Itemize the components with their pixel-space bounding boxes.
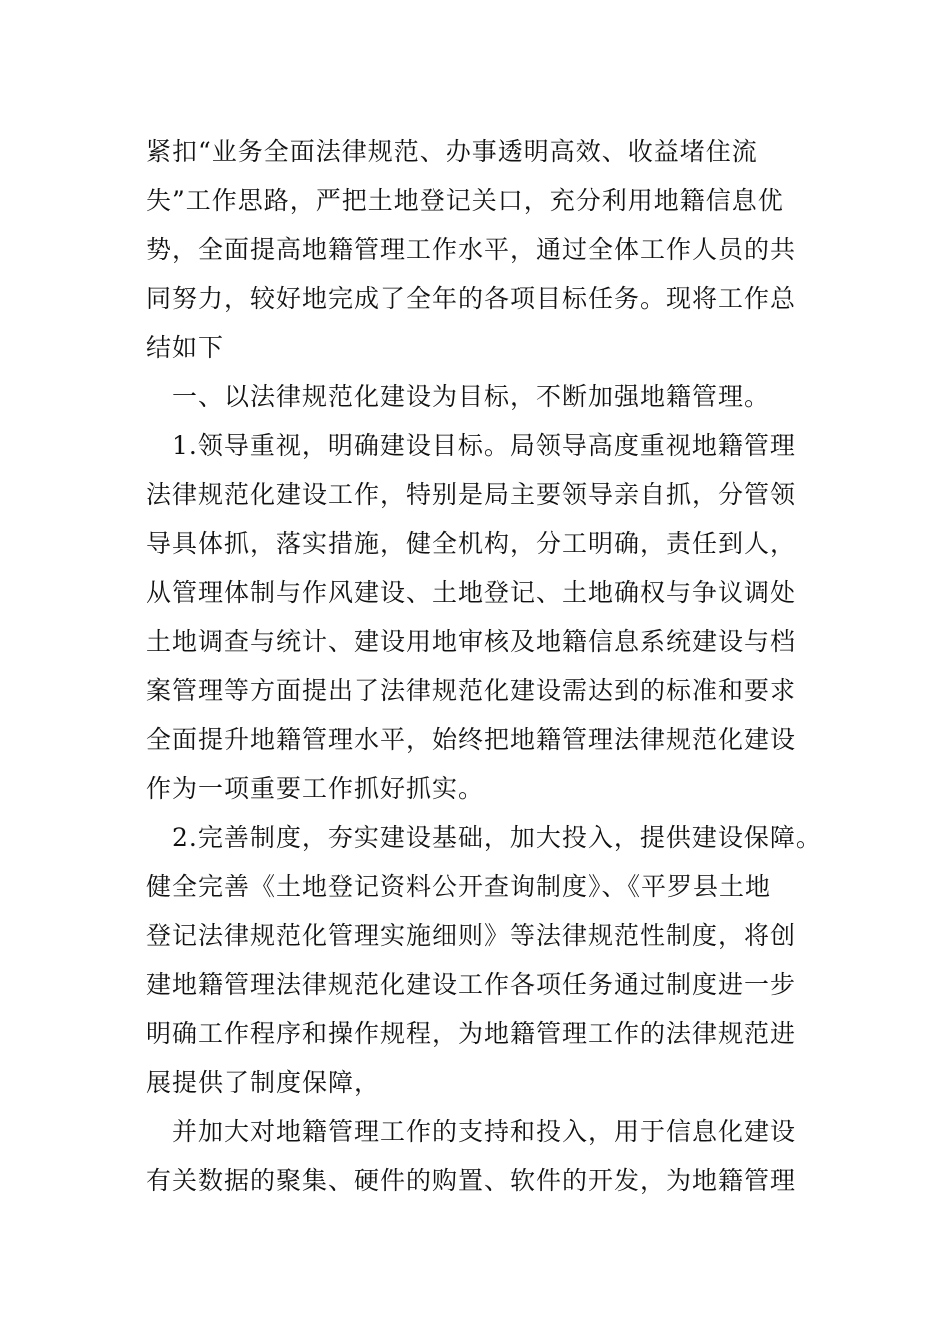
text-line: 2.完善制度，夯实建设基础，加大投入，提供建设保障。 [172, 823, 822, 852]
text-line: 势，全面提高地籍管理工作水平，通过全体工作人员的共 [146, 235, 797, 264]
text-line: 土地调查与统计、建设用地审核及地籍信息系统建设与档 [146, 627, 797, 656]
document-body [146, 127, 822, 1205]
text-line: 从管理体制与作风建设、土地登记、土地确权与争议调处 [146, 578, 797, 607]
text-line: 明确工作程序和操作规程，为地籍管理工作的法律规范进 [146, 1019, 797, 1048]
text-line: 同努力，较好地完成了全年的各项目标任务。现将工作总 [146, 284, 797, 313]
text-line: 结如下 [146, 333, 225, 362]
text-line: 紧扣“业务全面法律规范、办事透明高效、收益堵住流 [146, 137, 758, 166]
text-line: 导具体抓，落实措施，健全机构，分工明确，责任到人， [146, 529, 797, 558]
text-line: 健全完善《土地登记资料公开查询制度》、《平罗县土地 [146, 872, 772, 901]
text-line: 有关数据的聚集、硬件的购置、软件的开发，为地籍管理 [146, 1166, 797, 1195]
text-line: 展提供了制度保障， [146, 1068, 381, 1097]
text-line: 作为一项重要工作抓好抓实。 [146, 774, 485, 803]
text-line: 1.领导重视，明确建设目标。局领导高度重视地籍管理 [172, 431, 796, 460]
section-heading: 一、以法律规范化建设为目标，不断加强地籍管理。 [172, 382, 771, 411]
text-line: 全面提升地籍管理水平，始终把地籍管理法律规范化建设 [146, 725, 797, 754]
text-line: 并加大对地籍管理工作的支持和投入，用于信息化建设 [172, 1117, 797, 1146]
text-line: 建地籍管理法律规范化建设工作各项任务通过制度进一步 [146, 970, 797, 999]
text-line: 失”工作思路，严把土地登记关口，充分利用地籍信息优 [146, 186, 784, 215]
text-line: 法律规范化建设工作，特别是局主要领导亲自抓，分管领 [146, 480, 797, 509]
text-line: 案管理等方面提出了法律规范化建设需达到的标准和要求 [146, 676, 797, 705]
text-line: 登记法律规范化管理实施细则》等法律规范性制度，将创 [146, 921, 797, 950]
